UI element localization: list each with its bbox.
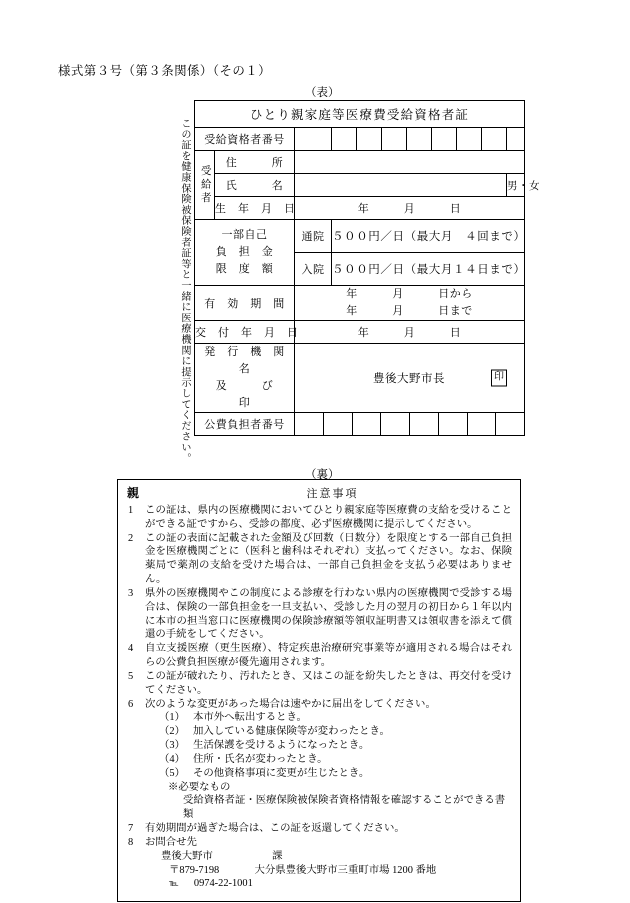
valid-period-value[interactable] bbox=[295, 286, 525, 321]
public-payer-cell-2[interactable] bbox=[324, 413, 353, 435]
back-notice-box bbox=[117, 479, 521, 902]
public-payer-cell-7[interactable] bbox=[468, 413, 497, 435]
name-row bbox=[195, 174, 525, 197]
contact-division: 課 bbox=[272, 850, 283, 862]
copay-label-line1: 一部自己 bbox=[221, 228, 268, 241]
form-number-heading: 様式第３号（第３条関係）（その１） bbox=[58, 64, 272, 78]
valid-period-row bbox=[195, 286, 525, 321]
public-payer-cell-3[interactable] bbox=[353, 413, 382, 435]
front-card-table bbox=[194, 100, 540, 436]
contact-city-line bbox=[125, 850, 512, 864]
sub-item-marker: （1） bbox=[159, 712, 185, 724]
name-value[interactable] bbox=[295, 174, 507, 197]
public-payer-cell-5[interactable] bbox=[410, 413, 439, 435]
outpatient-value: ５００円／日（最大月 ４回まで） bbox=[332, 220, 525, 253]
notice-sub-item bbox=[125, 739, 512, 753]
copay-label-line3: 限 度 額 bbox=[215, 263, 274, 276]
address-row bbox=[195, 151, 525, 174]
public-payer-cell-1[interactable] bbox=[295, 413, 324, 435]
address-label: 住 所 bbox=[215, 151, 295, 174]
copay-outpatient-row bbox=[195, 220, 525, 253]
recipient-number-row bbox=[195, 128, 525, 151]
notice-item-text: この証が破れたり、汚れたとき、又はこの証を紛失したときは、再交付を受けてください。 bbox=[145, 670, 512, 696]
issue-date-label: 交 付 年 月 日 bbox=[195, 321, 295, 344]
contact-tel: 0974-22-1001 bbox=[193, 878, 253, 890]
copay-label-line2: 負 担 金 bbox=[215, 245, 274, 258]
notice-item-number: 4 bbox=[128, 643, 134, 655]
notice-item-number: 5 bbox=[128, 670, 134, 682]
notice-item bbox=[125, 642, 512, 670]
recipient-group-label: 受給者 bbox=[195, 151, 215, 220]
contact-address: 大分県豊後大野市三重町市場 1200 番地 bbox=[254, 864, 437, 876]
birthdate-label: 生 年 月 日 bbox=[215, 197, 295, 220]
required-items-detail: 受給資格者証・医療保険被保険者資格情報を確認することができる書類 bbox=[183, 795, 506, 821]
notice-item-number: 8 bbox=[128, 836, 134, 848]
sub-item-marker: （5） bbox=[159, 767, 185, 779]
back-notice-header bbox=[125, 486, 512, 503]
notice-item bbox=[125, 587, 512, 642]
recipient-number-cell-4[interactable] bbox=[382, 128, 407, 151]
notice-item-text: この証は、県内の医療機関においてひとり親家庭等医療費の支給を受けることができる証ですから、受診の都度、必ず医療機関に提示してください。 bbox=[145, 505, 512, 530]
sub-item-text: その他資格事項に変更が生じたとき。 bbox=[193, 767, 370, 779]
contact-city: 豊後大野市 bbox=[161, 850, 213, 862]
valid-to: 年 月 日まで bbox=[346, 305, 473, 318]
notice-item bbox=[125, 836, 512, 850]
copay-limit-label bbox=[195, 220, 295, 286]
seal-stamp-icon: 印 bbox=[491, 370, 507, 387]
corner-label: 親 bbox=[127, 486, 140, 500]
notice-item bbox=[125, 504, 512, 532]
valid-period-label-text: 有 効 期 間 bbox=[204, 298, 285, 311]
issuer-label-line1: 発 行 機 関 名 bbox=[204, 346, 297, 376]
front-side-marker: （表） bbox=[305, 87, 340, 99]
issuer-name: 豊後大野市長 bbox=[373, 373, 445, 386]
notice-caption: 注意事項 bbox=[306, 488, 359, 500]
issuer-label-line2: 及 び 印 bbox=[215, 380, 308, 410]
contact-address-line bbox=[125, 864, 512, 878]
sub-item-marker: （2） bbox=[159, 726, 185, 738]
recipient-number-label: 受給資格者番号 bbox=[195, 128, 295, 151]
recipient-number-cell-7[interactable] bbox=[457, 128, 482, 151]
notice-sub-item bbox=[125, 767, 512, 781]
public-payer-cell-6[interactable] bbox=[439, 413, 468, 435]
contact-zip: 〒879-7198 bbox=[169, 864, 220, 876]
public-payer-cell-4[interactable] bbox=[381, 413, 410, 435]
telephone-icon: ℡ bbox=[169, 878, 179, 889]
issue-date-row bbox=[195, 321, 525, 344]
recipient-number-cell-3[interactable] bbox=[357, 128, 382, 151]
sub-item-text: 住所・氏名が変わったとき。 bbox=[193, 753, 328, 765]
notice-item-number: 7 bbox=[128, 823, 134, 835]
valid-from: 年 月 日から bbox=[346, 288, 473, 300]
sub-item-text: 生活保護を受けるようになったとき。 bbox=[193, 740, 370, 752]
recipient-number-cell-6[interactable] bbox=[432, 128, 457, 151]
issuer-value-cell bbox=[295, 344, 525, 413]
back-side-marker: （裏） bbox=[305, 469, 340, 481]
valid-period-label bbox=[195, 286, 295, 321]
notice-item-number: 1 bbox=[128, 505, 134, 516]
name-label: 氏 名 bbox=[215, 174, 295, 197]
notice-item-text: 有効期間が過ぎた場合は、この証を返還してください。 bbox=[145, 823, 405, 835]
address-value[interactable] bbox=[295, 151, 525, 174]
outpatient-label: 通院 bbox=[295, 220, 332, 253]
recipient-number-cell-5[interactable] bbox=[407, 128, 432, 151]
recipient-number-cell-8[interactable] bbox=[482, 128, 507, 151]
birthdate-value[interactable]: 年 月 日 bbox=[295, 197, 525, 220]
sub-item-text: 本市外へ転出するとき。 bbox=[193, 712, 307, 724]
sub-item-text: 加入している健康保険等が変わったとき。 bbox=[193, 726, 390, 738]
public-payer-number-grid[interactable] bbox=[295, 413, 525, 436]
vertical-instruction-note: この証を健康保険被保険者証等と一緒に医療機関に提示してください。 bbox=[179, 118, 190, 464]
notice-item bbox=[125, 822, 512, 836]
notice-item-number: 3 bbox=[128, 587, 134, 599]
recipient-number-cell-2[interactable] bbox=[332, 128, 357, 151]
notice-sub-item bbox=[125, 725, 512, 739]
inpatient-value: ５００円／日（最大月１４日まで） bbox=[332, 253, 525, 286]
notice-item bbox=[125, 698, 512, 712]
inpatient-label: 入院 bbox=[295, 253, 332, 286]
public-payer-cell-8[interactable] bbox=[496, 413, 524, 435]
birthdate-row bbox=[195, 197, 525, 220]
public-payer-row bbox=[195, 413, 525, 436]
notice-item-number: 2 bbox=[128, 532, 134, 544]
issuer-label bbox=[195, 344, 308, 413]
sub-item-marker: （4） bbox=[159, 753, 185, 765]
notice-item-text: この証の表面に記載された金額及び回数（日数分）を限度とする一部自己負担金を医療機関ごとに（医科と歯科はそれぞれ）支払ってください。なお、保険薬局で薬剤の支給を受けた場合は、一部自己負担金を支払う必要はありません。 bbox=[145, 532, 512, 586]
notice-item bbox=[125, 532, 512, 587]
notice-item-text: お問合せ先 bbox=[145, 836, 197, 848]
recipient-number-cell-1[interactable] bbox=[295, 128, 332, 151]
recipient-number-cell-9[interactable] bbox=[507, 128, 525, 151]
notice-item-number: 6 bbox=[128, 698, 134, 710]
notice-sub-item bbox=[125, 753, 512, 767]
required-items-heading: ※必要なもの bbox=[168, 781, 231, 793]
notice-item-text: 県外の医療機関やこの制度による診療を行わない県内の医療機関で受診する場合は、保険の一部負担金を一旦支払い、受診した月の翌月の初日から１年以内に本市の担当窓口に医療機関の保険診療額等領収証明書又は領収書を添えて償還の手続をしてください。 bbox=[145, 587, 512, 641]
sub-item-marker: （3） bbox=[159, 740, 185, 752]
gender-label[interactable]: 男・女 bbox=[507, 174, 525, 197]
issuer-row bbox=[195, 344, 525, 413]
notice-item-text: 次のような変更があった場合は速やかに届出をしてください。 bbox=[145, 698, 436, 710]
public-payer-label: 公費負担者番号 bbox=[195, 413, 295, 436]
notice-sub-item bbox=[125, 711, 512, 725]
notice-item bbox=[125, 670, 512, 698]
card-title: ひとり親家庭等医療費受給資格者証 bbox=[195, 101, 525, 128]
issue-date-value[interactable]: 年 月 日 bbox=[295, 321, 525, 344]
notice-item-text: 自立支援医療（更生医療）、特定疾患治療研究事業等が適用される場合はそれらの公費負担医療が優先適用されます。 bbox=[145, 643, 512, 669]
contact-tel-line bbox=[125, 877, 512, 891]
card-title-row bbox=[195, 101, 525, 128]
public-payer-cells bbox=[295, 413, 524, 435]
